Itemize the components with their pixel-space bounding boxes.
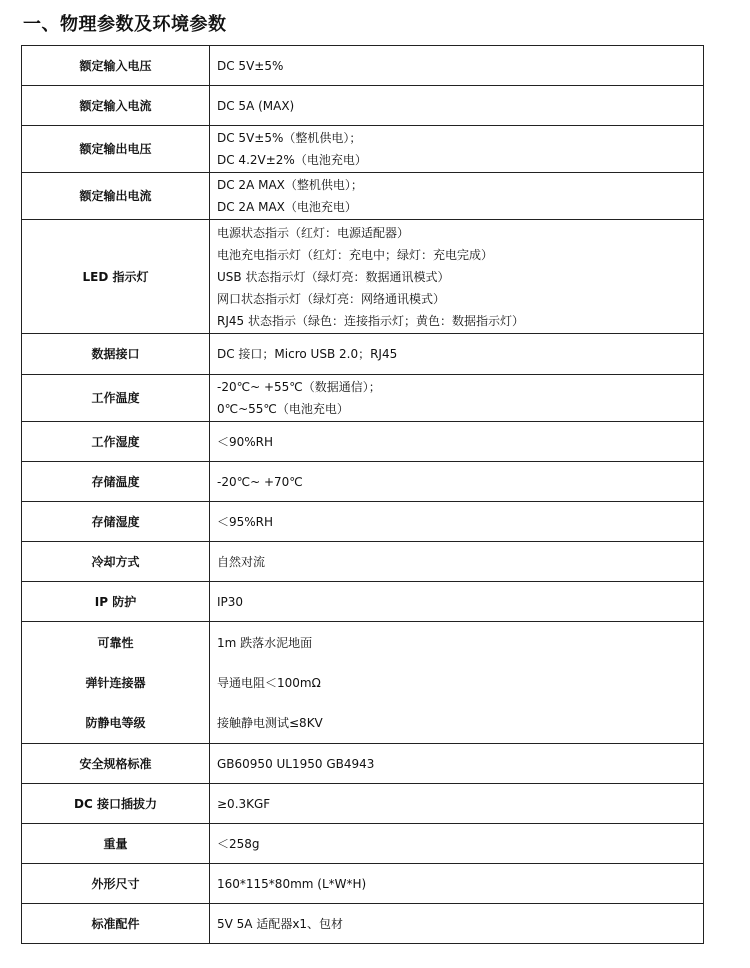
table-row bbox=[22, 375, 704, 422]
row-value: 电池充电指示灯（红灯：充电中；绿灯：充电完成） bbox=[217, 247, 494, 262]
row-value: DC 5A (MAX) bbox=[217, 98, 295, 113]
row-label: 工作温度 bbox=[22, 375, 210, 422]
table-row bbox=[22, 582, 704, 622]
row-label: 工作湿度 bbox=[22, 422, 210, 462]
row-label: 额定输入电流 bbox=[22, 86, 210, 126]
row-label: 安全规格标准 bbox=[22, 744, 210, 784]
table-row bbox=[22, 542, 704, 582]
row-value: ＜90%RH bbox=[217, 434, 274, 449]
row-label: 冷却方式 bbox=[22, 542, 210, 582]
row-value: DC 2A MAX（整机供电）； bbox=[217, 178, 363, 192]
table-row bbox=[22, 744, 704, 784]
row-value: DC 4.2V±2%（电池充电） bbox=[217, 153, 367, 167]
row-value: 自然对流 bbox=[217, 554, 266, 569]
table-row bbox=[22, 86, 704, 126]
reliability-value: 1m 跌落水泥地面 bbox=[217, 635, 313, 650]
row-label: DC 接口插拔力 bbox=[22, 784, 210, 824]
pogo-connector-value: 导通电阻＜100mΩ bbox=[217, 675, 321, 690]
table-row-reliability bbox=[22, 622, 704, 744]
table-row bbox=[22, 173, 704, 220]
table-row bbox=[22, 904, 704, 944]
table-row bbox=[22, 46, 704, 86]
row-value: 电源状态指示（红灯：电源适配器） bbox=[217, 225, 410, 240]
row-label: 数据接口 bbox=[22, 334, 210, 375]
row-value: 网口状态指示灯（绿灯亮：网络通讯模式） bbox=[217, 291, 446, 306]
table-row bbox=[22, 334, 704, 375]
table-row bbox=[22, 422, 704, 462]
row-value: -20℃~ +55℃（数据通信）； bbox=[217, 380, 381, 394]
table-row bbox=[22, 220, 704, 334]
row-value: USB 状态指示灯（绿灯亮：数据通讯模式） bbox=[217, 269, 450, 284]
table-row bbox=[22, 824, 704, 864]
esd-level-label: 防静电等级 bbox=[85, 715, 146, 730]
table-row bbox=[22, 502, 704, 542]
row-label: 额定输出电压 bbox=[22, 126, 210, 173]
row-label: 外形尺寸 bbox=[22, 864, 210, 904]
row-label: LED 指示灯 bbox=[22, 220, 210, 334]
row-value: ＜258g bbox=[217, 836, 260, 851]
reliability-label: 可靠性 bbox=[97, 635, 134, 650]
table-row bbox=[22, 784, 704, 824]
row-value: IP30 bbox=[217, 594, 244, 609]
table-row bbox=[22, 864, 704, 904]
row-label: 标准配件 bbox=[22, 904, 210, 944]
row-value: DC 2A MAX（电池充电） bbox=[217, 200, 357, 214]
row-value: ≥0.3KGF bbox=[217, 796, 271, 811]
row-value: DC 接口；Micro USB 2.0；RJ45 bbox=[217, 347, 398, 361]
pogo-connector-label: 弹针连接器 bbox=[85, 675, 146, 690]
row-value: -20℃~ +70℃ bbox=[217, 474, 303, 489]
row-label: IP 防护 bbox=[22, 582, 210, 622]
row-value: 160*115*80mm (L*W*H) bbox=[217, 876, 367, 891]
row-label: 存储温度 bbox=[22, 462, 210, 502]
row-label: 重量 bbox=[22, 824, 210, 864]
table-row bbox=[22, 462, 704, 502]
row-value: ＜95%RH bbox=[217, 514, 274, 529]
row-value: RJ45 状态指示（绿色：连接指示灯；黄色：数据指示灯） bbox=[217, 313, 524, 328]
row-value: DC 5V±5%（整机供电）； bbox=[217, 131, 362, 145]
row-label: 额定输出电流 bbox=[22, 173, 210, 220]
row-value: 0℃~55℃（电池充电） bbox=[217, 402, 349, 416]
row-value: 5V 5A 适配器x1、包材 bbox=[217, 916, 344, 931]
row-label: 存储湿度 bbox=[22, 502, 210, 542]
spec-table bbox=[21, 45, 704, 944]
esd-level-value: 接触静电测试≤8KV bbox=[217, 715, 323, 730]
table-row bbox=[22, 126, 704, 173]
row-value: DC 5V±5% bbox=[217, 58, 284, 73]
row-label: 额定输入电压 bbox=[22, 46, 210, 86]
row-value: GB60950 UL1950 GB4943 bbox=[217, 756, 375, 771]
section-title: 一、物理参数及环境参数 bbox=[23, 14, 227, 35]
